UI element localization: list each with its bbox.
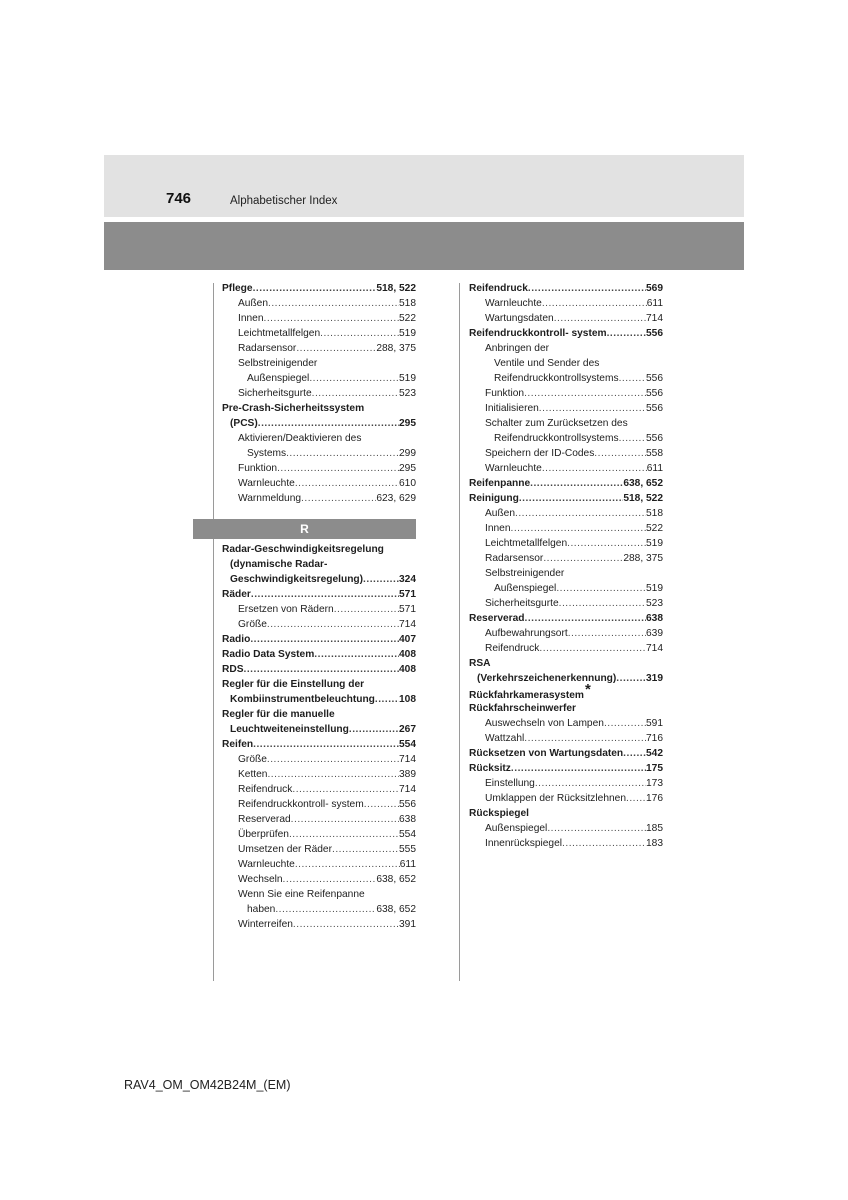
index-entry-term: Außenspiegel <box>494 583 557 594</box>
index-entry-term: Leuchtweiteneinstellung <box>230 724 349 735</box>
index-entry <box>469 356 663 371</box>
dot-leader <box>275 902 376 917</box>
index-entry-term: Sicherheitsgurte <box>485 598 559 609</box>
index-entry-page: 519 <box>399 373 416 384</box>
index-entry-term: Winterreifen <box>238 919 293 930</box>
dot-leader <box>363 572 399 587</box>
index-entry <box>469 551 663 566</box>
index-entry-page: 638, 652 <box>376 904 416 915</box>
index-entry-term: Einstellung <box>485 778 535 789</box>
index-entry-term: Umsetzen der Räder <box>238 844 332 855</box>
index-entry-term: Geschwindigkeitsregelung) <box>230 574 364 585</box>
index-entry-page: 610 <box>399 478 416 489</box>
left-column-rule <box>213 283 214 981</box>
index-entry <box>469 681 663 701</box>
index-entry-page: 714 <box>399 754 416 765</box>
index-entry-term: Reserverad <box>469 613 525 624</box>
dot-leader <box>524 731 646 746</box>
index-entry <box>222 722 416 737</box>
index-entry <box>469 776 663 791</box>
index-entry-term: RDS <box>222 664 244 675</box>
index-entry-term: Rückfahrscheinwerfer <box>469 703 577 714</box>
dot-leader <box>626 791 646 806</box>
index-entry-page: 519 <box>646 538 663 549</box>
index-entry <box>222 587 416 602</box>
index-entry <box>222 341 416 356</box>
index-entry-page: 714 <box>399 619 416 630</box>
dot-leader <box>568 626 646 641</box>
dot-leader <box>293 917 399 932</box>
index-entry <box>469 461 663 476</box>
index-entry-term: Außenspiegel <box>247 373 310 384</box>
dot-leader <box>258 416 399 431</box>
index-entry <box>469 386 663 401</box>
index-entry <box>222 752 416 767</box>
index-entry <box>469 746 663 761</box>
dot-leader <box>547 821 646 836</box>
index-entry <box>222 647 416 662</box>
dot-leader <box>332 842 399 857</box>
index-entry <box>222 782 416 797</box>
index-entry <box>222 632 416 647</box>
index-entry-page: 518 <box>399 298 416 309</box>
index-entry-page: 638 <box>646 613 663 624</box>
dot-leader <box>567 536 646 551</box>
index-entry-term: Sicherheitsgurte <box>238 388 312 399</box>
index-entry <box>469 791 663 806</box>
dot-leader <box>623 746 646 761</box>
index-entry-page: 522 <box>646 523 663 534</box>
dot-leader <box>312 386 399 401</box>
index-entry-term: Pflege <box>222 283 253 294</box>
index-entry <box>469 521 663 536</box>
index-entry-term: Regler für die manuelle <box>222 709 335 720</box>
index-entry-term: Radar-Geschwindigkeitsregelung <box>222 544 384 555</box>
index-entry <box>222 677 416 692</box>
index-entry-page: 523 <box>399 388 416 399</box>
index-entry <box>222 542 416 557</box>
dot-leader <box>528 281 646 296</box>
dot-leader <box>604 716 646 731</box>
index-entry-term: Größe <box>238 754 267 765</box>
index-entry-page: 408 <box>399 649 416 660</box>
dot-leader <box>320 326 399 341</box>
index-entry-term: Speichern der ID-Codes <box>485 448 595 459</box>
index-entry-page: 714 <box>646 313 663 324</box>
dot-leader <box>375 692 399 707</box>
document-footer: RAV4_OM_OM42B24M_(EM) <box>124 1078 291 1092</box>
index-entry <box>469 671 663 686</box>
index-entry-term: Ketten <box>238 769 268 780</box>
index-entry-term: Reinigung <box>469 493 519 504</box>
index-entry-page: 288, 375 <box>376 343 416 354</box>
dot-leader <box>525 611 646 626</box>
index-entry-page: 518, 522 <box>376 283 416 294</box>
index-entry <box>222 857 416 872</box>
index-entry-term: (Verkehrszeichenerkennung) <box>477 673 617 684</box>
index-entry <box>469 326 663 341</box>
index-entry-term: Aktivieren/Deaktivieren des <box>238 433 362 444</box>
dot-leader <box>543 551 623 566</box>
index-entry-term: Wechseln <box>238 874 283 885</box>
index-entry <box>469 296 663 311</box>
dot-leader <box>562 836 646 851</box>
dot-leader <box>283 872 377 887</box>
index-entry <box>222 446 416 461</box>
index-entry <box>469 656 663 671</box>
index-entry-page: 267 <box>399 724 416 735</box>
index-entry-page: 324 <box>399 574 416 585</box>
dot-leader <box>314 647 399 662</box>
index-entry <box>222 386 416 401</box>
index-entry-term: Ersetzen von Rädern <box>238 604 334 615</box>
index-entry-term: (PCS) <box>230 418 258 429</box>
index-entry-term: Leichtmetallfelgen <box>485 538 568 549</box>
index-entry <box>222 827 416 842</box>
index-entry-page: 611 <box>399 859 416 870</box>
index-entry-term: (dynamische Radar- <box>230 559 328 570</box>
index-entry-term: Pre-Crash-Sicherheitssystem <box>222 403 365 414</box>
index-entry-page: 716 <box>646 733 663 744</box>
index-entry <box>222 431 416 446</box>
index-entry <box>222 902 416 917</box>
index-entry <box>469 281 663 296</box>
index-entry-page: 558 <box>646 448 663 459</box>
dot-leader <box>295 857 400 872</box>
dot-leader <box>267 617 399 632</box>
index-entry <box>222 737 416 752</box>
index-entry <box>222 557 416 572</box>
index-entry-term: Leichtmetallfelgen <box>238 328 321 339</box>
index-entry <box>222 401 416 416</box>
index-entry <box>222 281 416 296</box>
index-entry-page: 519 <box>646 583 663 594</box>
index-entry-page: 556 <box>646 433 663 444</box>
index-entry-term: Innen <box>485 523 511 534</box>
dot-leader <box>253 281 377 296</box>
index-entry-page: 638 <box>399 814 416 825</box>
index-entry-term: Anbringen der <box>485 343 550 354</box>
index-entry <box>469 716 663 731</box>
dot-leader <box>542 461 647 476</box>
index-entry-page: 571 <box>399 604 416 615</box>
index-entry-term: Funktion <box>485 388 525 399</box>
index-entry-term: Reifendruck <box>238 784 293 795</box>
index-entry-term: Reifendruckkontrollsystems <box>494 373 619 384</box>
index-entry-term: Funktion <box>238 463 278 474</box>
index-entry-page: 591 <box>646 718 663 729</box>
index-entry <box>469 476 663 491</box>
index-entry <box>469 596 663 611</box>
dot-leader <box>535 776 646 791</box>
index-entry-page: 295 <box>399 418 416 429</box>
index-entry-term: Innen <box>238 313 264 324</box>
index-entry-term: Initialisieren <box>485 403 539 414</box>
footnote-mark: * <box>584 681 591 698</box>
index-entry-page: 523 <box>646 598 663 609</box>
index-entry <box>222 842 416 857</box>
index-entry-term: Radio <box>222 634 251 645</box>
dot-leader <box>364 797 399 812</box>
index-entry <box>469 401 663 416</box>
index-entry-page: 569 <box>646 283 663 294</box>
dot-leader <box>301 491 376 506</box>
index-entry <box>222 572 416 587</box>
index-entry-term: Reifendruck <box>485 643 540 654</box>
index-entry-page: 288, 375 <box>623 553 663 564</box>
dot-leader <box>268 296 399 311</box>
index-entry-term: Wattzahl <box>485 733 525 744</box>
index-list-right <box>469 281 663 851</box>
index-entry-page: 623, 629 <box>376 493 416 504</box>
index-entry <box>222 326 416 341</box>
dot-leader <box>349 722 399 737</box>
index-entry-page: 176 <box>646 793 663 804</box>
dot-leader <box>554 311 646 326</box>
index-entry-page: 638, 652 <box>623 478 663 489</box>
dot-leader <box>267 752 399 767</box>
dot-leader <box>524 386 646 401</box>
letter-heading-r: R <box>193 519 416 539</box>
index-entry <box>222 356 416 371</box>
index-entry-term: Warnleuchte <box>485 298 542 309</box>
index-entry-term: Reifendruck <box>469 283 528 294</box>
dot-leader <box>616 671 646 686</box>
index-entry-page: 522 <box>399 313 416 324</box>
dot-leader <box>511 761 646 776</box>
dot-leader <box>286 446 399 461</box>
index-entry-page: 571 <box>399 589 416 600</box>
index-entry-page: 639 <box>646 628 663 639</box>
dot-leader <box>296 341 376 356</box>
dot-leader <box>291 812 399 827</box>
header-dark-band <box>104 222 744 270</box>
dot-leader <box>542 296 647 311</box>
index-entry <box>222 917 416 932</box>
index-entry <box>469 506 663 521</box>
index-entry <box>469 341 663 356</box>
index-entry-term: Radarsensor <box>485 553 544 564</box>
section-title: Alphabetischer Index <box>230 195 338 207</box>
index-entry-term: Selbstreinigender <box>238 358 318 369</box>
index-entry-page: 556 <box>399 799 416 810</box>
dot-leader <box>556 581 646 596</box>
index-entry-term: Warnleuchte <box>238 478 295 489</box>
index-entry-term: Reifenpanne <box>469 478 531 489</box>
index-entry <box>469 731 663 746</box>
index-entry-term: Reifendruckkontroll- system <box>238 799 364 810</box>
index-entry-term: Radarsensor <box>238 343 297 354</box>
index-list-left-top <box>222 281 416 506</box>
dot-leader <box>334 602 399 617</box>
index-entry <box>469 761 663 776</box>
index-entry-page: 408 <box>399 664 416 675</box>
index-entry-term: Radio Data System <box>222 649 315 660</box>
index-entry-term: Außen <box>238 298 269 309</box>
index-list-left-bottom <box>222 542 416 932</box>
index-entry-term: Warnleuchte <box>238 859 295 870</box>
index-entry-term: Größe <box>238 619 267 630</box>
dot-leader <box>289 827 399 842</box>
index-entry-term: Reserverad <box>238 814 291 825</box>
dot-leader <box>250 632 399 647</box>
index-entry <box>222 812 416 827</box>
index-entry-term: Kombiinstrumentbeleuchtung <box>230 694 375 705</box>
index-entry <box>469 446 663 461</box>
dot-leader <box>251 587 399 602</box>
dot-leader <box>295 476 399 491</box>
index-entry <box>469 371 663 386</box>
index-entry-page: 391 <box>399 919 416 930</box>
header-band <box>104 155 744 217</box>
index-entry <box>222 476 416 491</box>
index-entry <box>222 602 416 617</box>
index-entry <box>222 797 416 812</box>
index-entry-page: 555 <box>399 844 416 855</box>
dot-leader <box>244 662 399 677</box>
index-entry-term: Rückfahrkamerasystem <box>469 690 584 701</box>
index-entry-term: Systems <box>247 448 287 459</box>
index-entry <box>469 431 663 446</box>
dot-leader <box>539 401 646 416</box>
index-entry-term: Außenspiegel <box>485 823 548 834</box>
index-column-left <box>222 281 416 932</box>
index-entry-term: Wartungsdaten <box>485 313 554 324</box>
index-entry-page: 519 <box>399 328 416 339</box>
index-entry-term: Rücksitz <box>469 763 511 774</box>
index-entry <box>469 416 663 431</box>
index-entry <box>222 692 416 707</box>
index-entry <box>469 581 663 596</box>
dot-leader <box>559 596 646 611</box>
dot-leader <box>607 326 646 341</box>
dot-leader <box>519 491 624 506</box>
index-entry-term: Innenrückspiegel <box>485 838 563 849</box>
index-entry-page: 319 <box>646 673 663 684</box>
index-entry <box>469 806 663 821</box>
index-entry <box>222 461 416 476</box>
index-entry <box>469 536 663 551</box>
index-entry-page: 556 <box>646 373 663 384</box>
dot-leader <box>511 521 647 536</box>
dot-leader <box>539 641 646 656</box>
index-entry-term: Warnmeldung <box>238 493 302 504</box>
dot-leader <box>277 461 399 476</box>
index-entry-term: RSA <box>469 658 491 669</box>
index-entry-page: 714 <box>646 643 663 654</box>
index-entry-term: Reifendruckkontrollsystems <box>494 433 619 444</box>
index-entry-term: Selbstreinigender <box>485 568 565 579</box>
index-entry-page: 518, 522 <box>623 493 663 504</box>
dot-leader <box>594 446 646 461</box>
index-entry <box>222 491 416 506</box>
index-entry-page: 556 <box>646 403 663 414</box>
index-entry <box>469 566 663 581</box>
index-entry-term: Reifendruckkontroll- system <box>469 328 607 339</box>
index-entry-term: Überprüfen <box>238 829 289 840</box>
index-entry-term: haben <box>247 904 276 915</box>
index-entry-term: Regler für die Einstellung der <box>222 679 365 690</box>
index-entry <box>222 296 416 311</box>
index-entry <box>469 311 663 326</box>
index-entry-term: Aufbewahrungsort <box>485 628 568 639</box>
index-entry <box>222 617 416 632</box>
index-entry <box>469 821 663 836</box>
index-entry-page: 554 <box>399 739 416 750</box>
index-entry-page: 389 <box>399 769 416 780</box>
index-entry-page: 638, 652 <box>376 874 416 885</box>
index-entry-page: 183 <box>646 838 663 849</box>
index-entry-page: 556 <box>646 328 663 339</box>
index-entry-term: Räder <box>222 589 251 600</box>
index-entry <box>222 767 416 782</box>
index-entry-page: 611 <box>646 463 663 474</box>
index-entry-page: 556 <box>646 388 663 399</box>
index-entry <box>222 887 416 902</box>
dot-leader <box>264 311 400 326</box>
index-entry <box>469 836 663 851</box>
index-entry <box>469 626 663 641</box>
dot-leader <box>292 782 399 797</box>
index-entry-page: 407 <box>399 634 416 645</box>
right-column-rule <box>459 283 460 981</box>
index-entry-page: 518 <box>646 508 663 519</box>
index-column-right <box>469 281 663 851</box>
index-entry-term: Wenn Sie eine Reifenpanne <box>238 889 365 900</box>
index-entry-page: 542 <box>646 748 663 759</box>
index-entry-term: Rücksetzen von Wartungsdaten <box>469 748 624 759</box>
index-entry-term: Reifen <box>222 739 254 750</box>
dot-leader <box>619 431 646 446</box>
index-entry-term: Ventile und Sender des <box>494 358 600 369</box>
dot-leader <box>515 506 646 521</box>
index-entry-page: 611 <box>646 298 663 309</box>
index-entry <box>469 611 663 626</box>
index-entry <box>222 371 416 386</box>
index-entry-term: Auswechseln von Lampen <box>485 718 604 729</box>
index-entry <box>222 311 416 326</box>
dot-leader <box>267 767 399 782</box>
index-entry <box>469 701 663 716</box>
index-entry-page: 175 <box>646 763 663 774</box>
index-entry <box>469 641 663 656</box>
page-number: 746 <box>166 190 192 207</box>
dot-leader <box>309 371 399 386</box>
index-entry-term: Rückspiegel <box>469 808 530 819</box>
index-entry <box>469 491 663 506</box>
dot-leader <box>530 476 623 491</box>
index-entry-page: 108 <box>399 694 416 705</box>
index-entry-page: 554 <box>399 829 416 840</box>
index-entry <box>222 662 416 677</box>
index-entry-term: Umklappen der Rücksitzlehnen <box>485 793 626 804</box>
index-entry <box>222 707 416 722</box>
index-entry-page: 714 <box>399 784 416 795</box>
index-entry-page: 173 <box>646 778 663 789</box>
index-entry <box>222 416 416 431</box>
dot-leader <box>619 371 646 386</box>
dot-leader <box>253 737 399 752</box>
index-entry-page: 299 <box>399 448 416 459</box>
index-entry-term: Warnleuchte <box>485 463 542 474</box>
index-entry <box>222 872 416 887</box>
index-entry-term: Schalter zum Zurücksetzen des <box>485 418 628 429</box>
index-entry-page: 295 <box>399 463 416 474</box>
index-entry-term: Außen <box>485 508 516 519</box>
index-entry-page: 185 <box>646 823 663 834</box>
